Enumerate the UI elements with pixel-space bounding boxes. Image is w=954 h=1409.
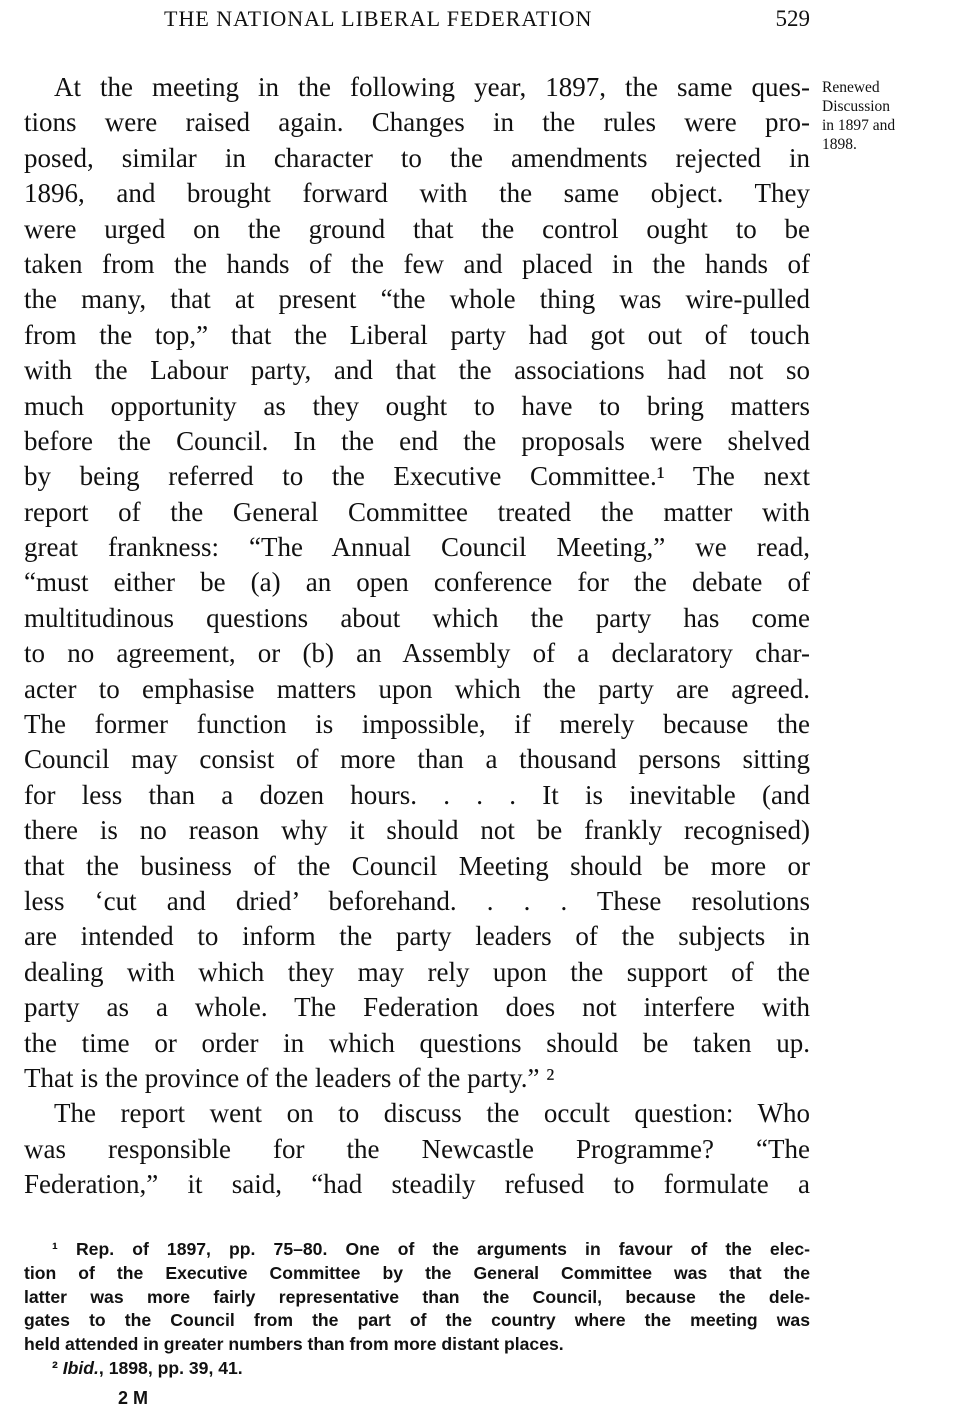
text-line: there is no reason why it should not be frankly recognised) [24, 815, 810, 846]
text-line: the time or order in which questions should be taken up. [24, 1027, 810, 1058]
text-line: the many, that at present “the whole thing was wire-pulled [24, 284, 810, 315]
text-line: less ‘cut and dried’ beforehand. . . . These resolutions [24, 885, 810, 916]
marginal-note-line: in 1897 and [822, 117, 896, 134]
running-title: THE NATIONAL LIBERAL FEDERATION [164, 6, 593, 31]
signature-mark: 2 M [118, 1388, 149, 1408]
marginal-note-line: 1898. [822, 136, 857, 153]
text-line: dealing with which they may rely upon the support of the [24, 956, 810, 987]
footnote-line: held attended in greater numbers than from more distant places. [24, 1334, 564, 1355]
body-text [24, 70, 810, 1203]
marginal-note-line: Discussion [822, 98, 891, 115]
footnote-reference: , 1898, pp. 39, 41. [98, 1357, 243, 1378]
text-line: from the top,” that the Liberal party had got out of touch [24, 319, 810, 350]
text-line: Federation,” it said, “had steadily refused to formulate a [24, 1169, 810, 1200]
text-line: acter to emphasise matters upon which the party are agreed. [24, 673, 810, 704]
text-line: that the business of the Council Meeting should be more or [24, 850, 810, 881]
footnotes [24, 1238, 810, 1381]
text-line: great frankness: “The Annual Council Meeting,” we read, [24, 532, 810, 563]
text-line: by being referred to the Executive Committee.¹ The next [24, 461, 810, 492]
text-line: At the meeting in the following year, 1897, the same ques- [54, 72, 810, 102]
text-line: for less than a dozen hours. . . . It is inevitable (and [24, 779, 810, 810]
footnote-line: latter was more fairly representative than the Council, because the dele- [24, 1286, 810, 1307]
footnote-line: tion of the Executive Committee by the General Committee was that the [24, 1262, 810, 1283]
text-line: multitudinous questions about which the party has come [24, 602, 810, 633]
text-line: party as a whole. The Federation does not interfere with [24, 992, 810, 1023]
text-line: “must either be (a) an open conference for the debate of [24, 567, 810, 598]
page-number: 529 [775, 6, 810, 31]
footnote-line: gates to the Council from the part of the country where the meeting was [24, 1310, 810, 1331]
text-line: The report went on to discuss the occult question: Who [54, 1098, 810, 1129]
text-line: were urged on the ground that the control ought to be [24, 213, 810, 244]
text-line: 1896, and brought forward with the same object. They [24, 178, 810, 209]
text-line: before the Council. In the end the proposals were shelved [24, 425, 810, 456]
text-line: Council may consist of more than a thousand persons sitting [24, 744, 810, 775]
text-line: report of the General Committee treated the matter with [24, 496, 810, 527]
text-line: to no agreement, or (b) an Assembly of a declaratory char- [24, 638, 810, 669]
text-line: was responsible for the Newcastle Programme? “The [24, 1133, 810, 1164]
text-line: tions were raised again. Changes in the rules were pro- [24, 107, 810, 138]
text-line: with the Labour party, and that the associations had not so [24, 355, 810, 386]
text-line: posed, similar in character to the amendments rejected in [24, 142, 810, 173]
marginal-note-line: Renewed [822, 79, 880, 96]
footnote-line: ¹ Rep. of 1897, pp. 75–80. One of the arguments in favour of the elec- [52, 1239, 810, 1259]
text-line: much opportunity as they ought to have to bring matters [24, 390, 810, 421]
running-header [24, 6, 810, 34]
footnote-ibid: Ibid. [62, 1357, 99, 1378]
footnote-marker: ² [52, 1357, 58, 1378]
text-line: The former function is impossible, if merely because the [24, 709, 810, 740]
footnote-2 [24, 1357, 810, 1381]
text-line: taken from the hands of the few and placed in the hands of [24, 248, 810, 279]
marginal-note [822, 78, 950, 154]
text-line: That is the province of the leaders of the party.” ² [24, 1062, 555, 1093]
text-line: are intended to inform the party leaders of the subjects in [24, 921, 810, 952]
